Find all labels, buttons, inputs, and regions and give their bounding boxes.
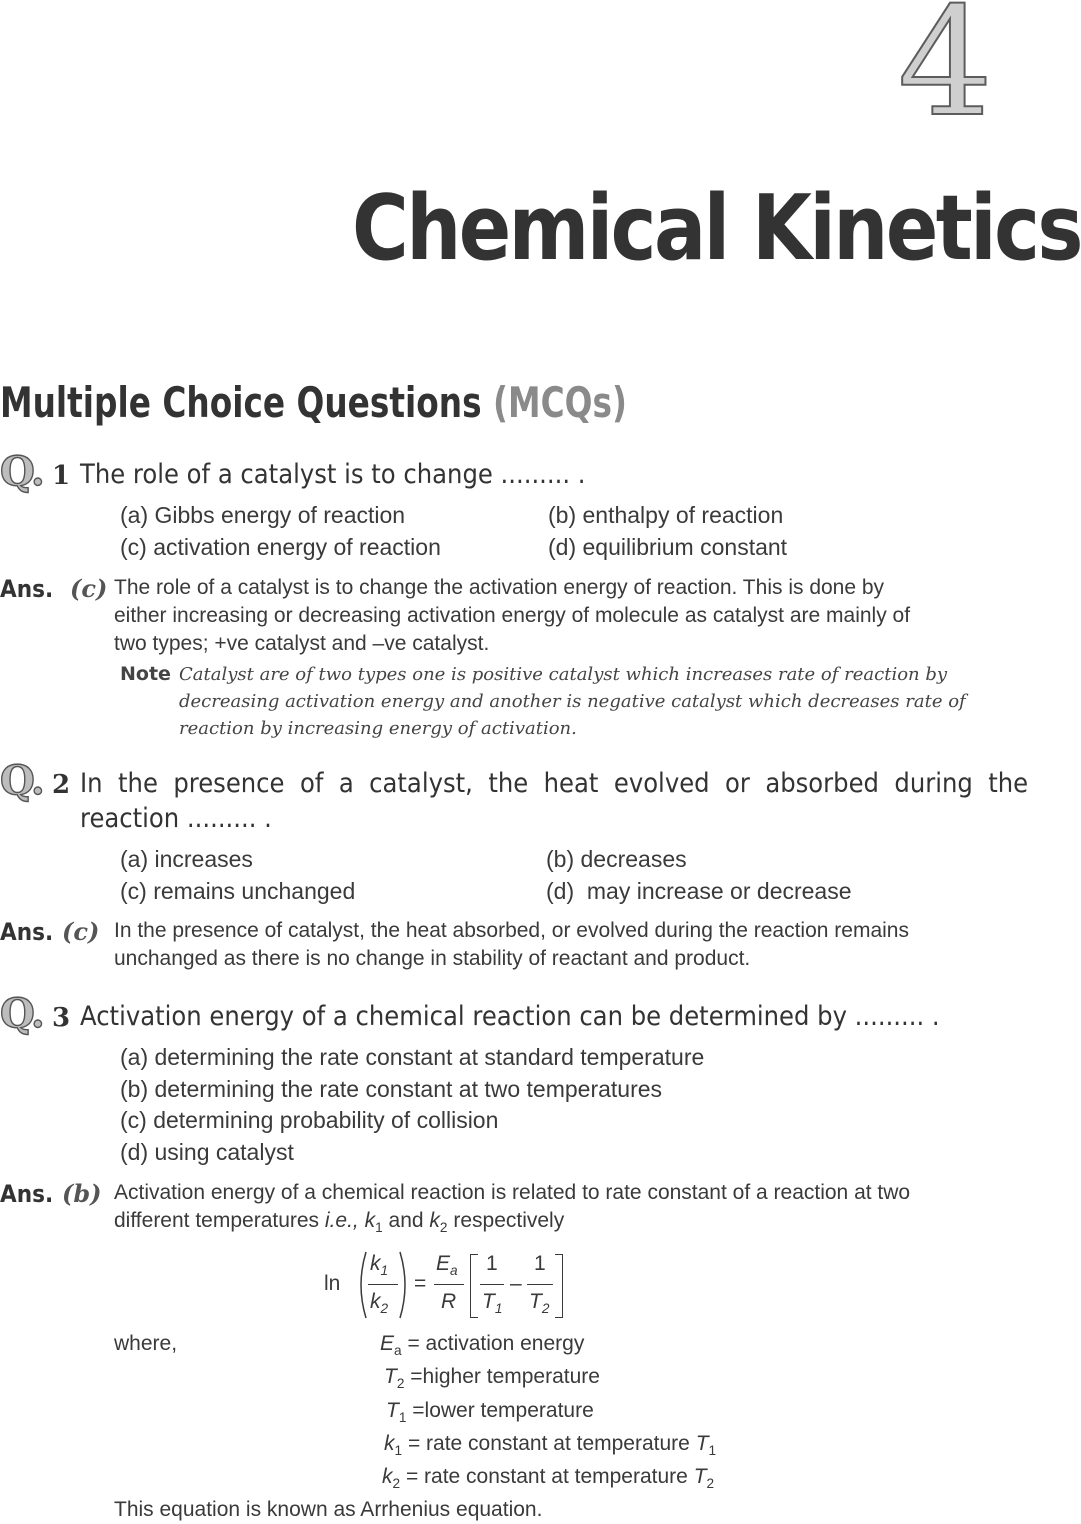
q3-answer-label: Ans. xyxy=(0,1180,54,1208)
question-2-header xyxy=(0,757,43,804)
k2-symbol: k xyxy=(429,1209,440,1232)
q3-answer-line1: Activation energy of a chemical reaction is related to rate constant of a reaction at two xyxy=(114,1181,911,1204)
q1-option-a: (a) Gibbs energy of reaction xyxy=(120,502,406,528)
k1-sub: 1 xyxy=(375,1220,383,1236)
eq-T2 xyxy=(529,1290,549,1316)
eq-right-paren xyxy=(398,1250,412,1320)
q1-answer-line: either increasing or decreasing activation energy of molecule as catalyst are mainly of xyxy=(114,604,911,627)
eq-k1-sub: 1 xyxy=(380,1263,389,1279)
definition-k1 xyxy=(384,1432,716,1458)
question-marker: Q. xyxy=(0,757,43,804)
q2-answer-line: In the presence of catalyst, the heat absorbed, or evolved during the reaction remains xyxy=(114,919,909,942)
eq-right-bracket xyxy=(555,1254,563,1318)
def-sym: k xyxy=(384,1432,395,1455)
eq-T1-sym: T xyxy=(482,1290,495,1313)
def-sub: 1 xyxy=(398,1410,407,1426)
eq-left-bracket xyxy=(470,1254,478,1318)
eq-Ea-sub: a xyxy=(450,1263,458,1279)
q3-answer-key: (b) xyxy=(62,1179,102,1208)
q3-answer-line2-b: and xyxy=(382,1209,430,1232)
eq-one-a: 1 xyxy=(486,1252,498,1275)
q1-answer-text xyxy=(114,574,910,658)
def-tsym: T xyxy=(693,1465,707,1488)
q2-option-a: (a) increases xyxy=(120,846,253,872)
question-2-number: 2 xyxy=(52,770,71,800)
def-sub: 2 xyxy=(392,1476,401,1492)
question-3-header xyxy=(0,990,43,1037)
eq-k1 xyxy=(370,1252,388,1278)
q1-option-c: (c) activation energy of reaction xyxy=(120,534,441,560)
chapter-title: Chemical Kinetics xyxy=(352,176,1081,281)
question-2-text-line2: reaction ......... . xyxy=(80,803,272,834)
q3-option-b: (b) determining the rate constant at two temperatures xyxy=(120,1076,663,1102)
eq-T2-sub: 2 xyxy=(541,1301,550,1317)
q1-note-line: decreasing activation energy and another is negative catalyst which decreases rate of xyxy=(179,691,966,712)
q1-note-line: reaction by increasing energy of activation. xyxy=(179,718,577,739)
q1-option-b: (b) enthalpy of reaction xyxy=(548,502,784,528)
section-title-main: Multiple Choice Questions xyxy=(0,378,482,427)
q3-answer-ie: i.e., xyxy=(324,1209,359,1232)
q1-answer-line: The role of a catalyst is to change the activation energy of reaction. This is done by xyxy=(114,576,885,599)
definition-t2 xyxy=(384,1365,600,1391)
q1-answer-label: Ans. xyxy=(0,575,54,603)
eq-T1 xyxy=(482,1290,502,1316)
question-marker: Q. xyxy=(0,448,43,495)
def-sym: k xyxy=(382,1465,393,1488)
eq-k2-sub: 2 xyxy=(380,1301,389,1317)
q1-note-label: Note xyxy=(120,663,171,685)
q3-option-c: (c) determining probability of collision xyxy=(120,1107,499,1133)
def-text: = activation energy xyxy=(407,1332,585,1355)
eq-equals: = xyxy=(414,1272,427,1295)
question-3-text: Activation energy of a chemical reaction can be determined by ......... . xyxy=(80,1001,940,1032)
def-tsub: 2 xyxy=(706,1476,715,1492)
q1-note-text xyxy=(179,661,966,742)
definition-ea xyxy=(380,1332,584,1358)
eq-minus: – xyxy=(510,1272,522,1295)
def-text: =lower temperature xyxy=(412,1399,594,1422)
q3-answer-line2-c: respectively xyxy=(447,1209,565,1232)
question-1-text: The role of a catalyst is to change ......... . xyxy=(80,459,586,490)
eq-frac-line-e xyxy=(434,1284,464,1285)
eq-Ea xyxy=(436,1252,458,1278)
eq-ln: ln xyxy=(324,1272,341,1295)
section-title xyxy=(0,378,627,427)
def-text: =higher temperature xyxy=(410,1365,600,1388)
where-label: where, xyxy=(114,1332,178,1355)
definition-t1 xyxy=(386,1399,594,1425)
q2-option-c: (c) remains unchanged xyxy=(120,878,356,904)
def-sym: E xyxy=(380,1332,395,1355)
def-sub: 1 xyxy=(394,1443,403,1459)
eq-k1-sym: k xyxy=(370,1252,381,1275)
question-2-text-line1: In the presence of a catalyst, the heat evolved or absorbed during the xyxy=(80,768,1029,799)
eq-left-paren xyxy=(354,1250,368,1320)
q2-answer-text xyxy=(114,917,909,973)
eq-k2-sym: k xyxy=(370,1290,381,1313)
k1-symbol: k xyxy=(364,1209,376,1232)
eq-Ea-sym: E xyxy=(436,1252,451,1275)
question-3-number: 3 xyxy=(52,1003,71,1033)
arrhenius-equation xyxy=(324,1244,574,1324)
section-title-abbr: (MCQs) xyxy=(493,378,627,427)
def-sub: a xyxy=(394,1343,402,1359)
eq-R: R xyxy=(441,1290,457,1313)
k2-sub: 2 xyxy=(439,1220,448,1236)
eq-T1-sub: 1 xyxy=(494,1301,503,1317)
eq-one-b: 1 xyxy=(534,1252,546,1275)
q1-option-d: (d) equilibrium constant xyxy=(548,534,788,560)
def-sym: T xyxy=(384,1365,397,1388)
q3-answer-line2 xyxy=(114,1207,910,1242)
question-1-header xyxy=(0,448,43,495)
q2-answer-line: unchanged as there is no change in stability of reactant and product. xyxy=(114,947,751,970)
q2-option-b: (b) decreases xyxy=(546,846,687,872)
eq-frac-line-t2 xyxy=(527,1284,553,1285)
eq-frac-line-k xyxy=(368,1284,398,1285)
q1-answer-key: (c) xyxy=(70,574,108,603)
question-1-number: 1 xyxy=(52,461,71,491)
conclusion-text: This equation is known as Arrhenius equation. xyxy=(114,1498,543,1521)
q2-answer-key: (c) xyxy=(62,917,100,946)
q1-answer-line: two types; +ve catalyst and –ve catalyst. xyxy=(114,632,490,655)
question-marker: Q. xyxy=(0,990,43,1037)
q3-answer-line2-a: different temperatures xyxy=(114,1209,325,1232)
q2-answer-label: Ans. xyxy=(0,918,54,946)
chapter-number: 4 xyxy=(897,0,989,150)
def-text: = rate constant at temperature xyxy=(407,1432,696,1455)
q3-answer-text xyxy=(114,1179,910,1242)
q3-option-d: (d) using catalyst xyxy=(120,1139,294,1165)
definition-k2 xyxy=(382,1465,714,1491)
def-tsub: 1 xyxy=(708,1443,717,1459)
def-sym: T xyxy=(386,1399,399,1422)
eq-frac-line-t1 xyxy=(480,1284,504,1285)
def-text: = rate constant at temperature xyxy=(405,1465,694,1488)
eq-T2-sym: T xyxy=(529,1290,542,1313)
def-tsym: T xyxy=(695,1432,709,1455)
eq-k2 xyxy=(370,1290,388,1316)
q3-option-a: (a) determining the rate constant at standard temperature xyxy=(120,1044,705,1070)
q1-note-line: Catalyst are of two types one is positive catalyst which increases rate of reaction by xyxy=(179,664,948,685)
q2-option-d: (d) may increase or decrease xyxy=(546,878,852,904)
def-sub: 2 xyxy=(396,1376,405,1392)
